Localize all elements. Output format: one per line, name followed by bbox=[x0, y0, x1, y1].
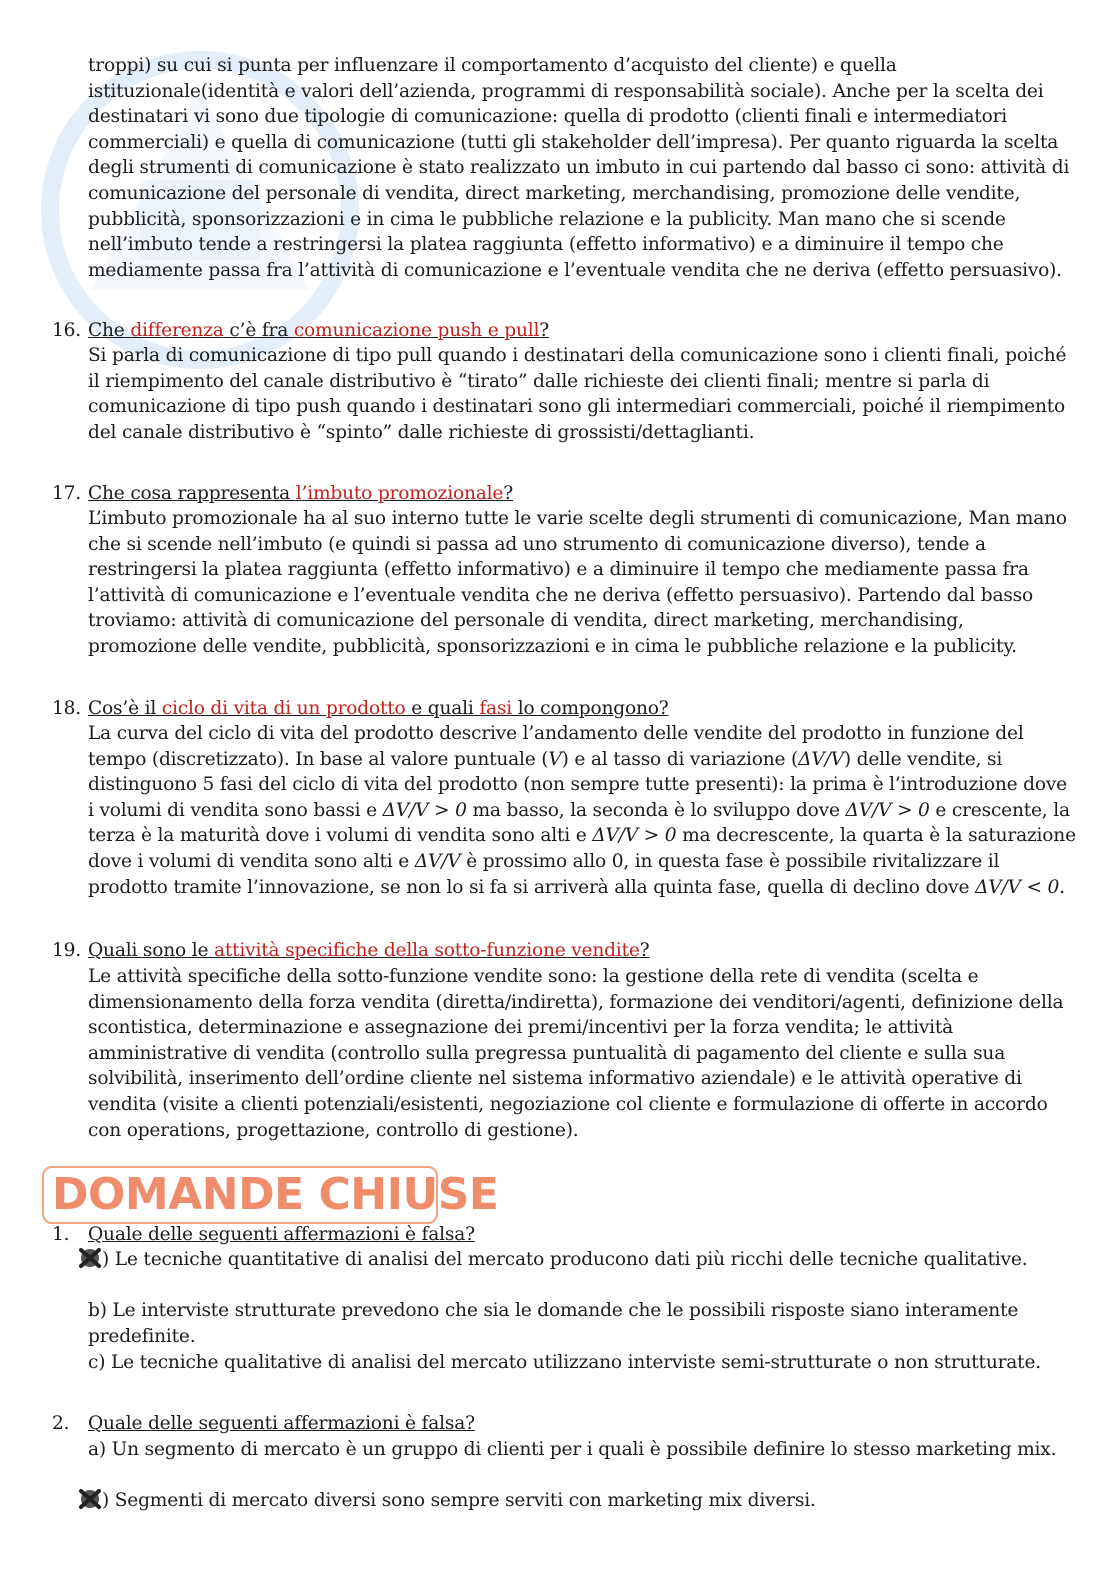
question-16 bbox=[52, 318, 1082, 344]
closed-option-1c: c) Le tecniche qualitative di analisi del mercato utilizzano interviste semi-strutturate o non strutturate. bbox=[88, 1352, 1041, 1373]
question-title: Cos’è il ciclo di vita di un prodotto e quali fasi lo compongono? bbox=[88, 698, 669, 719]
question-title: Quale delle seguenti affermazioni è falsa? bbox=[88, 1413, 475, 1434]
question-number: 18. bbox=[52, 698, 81, 719]
question-title: Che cosa rappresenta l’imbuto promozionale? bbox=[88, 483, 513, 504]
math-expression: ΔV/V bbox=[414, 850, 461, 872]
x-mark-icon bbox=[78, 1247, 102, 1269]
closed-option-1a: ) Le tecniche quantitative di analisi del mercato producono dati più ricchi delle tecniche qualitative. bbox=[88, 1247, 1078, 1273]
question-number: 1. bbox=[52, 1224, 70, 1245]
closed-option-2b: ) Segmenti di mercato diversi sono sempre serviti con marketing mix diversi. bbox=[88, 1488, 1078, 1514]
question-19 bbox=[52, 938, 1082, 964]
intro-paragraph: troppi) su cui si punta per influenzare il comportamento d’acquisto del cliente) e quella istituzionale(identità e valori dell’azienda, programmi di responsabilità sociale). Anche per la scelta dei destinatari vi sono due tipologie di comunicazione: quella di prodotto (clienti finali e intermediatori commerciali) e quella di comunicazione (tutti gli stakeholder dell’impresa). Per quanto riguarda la scelta degli strumenti di comunicazione è stato realizzato un imbuto in cui partendo dal basso ci sono: attività di comunicazione del personale di vendita, direct marketing, merchandising, promozione delle vendite, pubblicità, sponsorizzazioni e in cima le pubbliche relazione e la publicity. Man mano che si scende nell’imbuto tende a restringersi la platea raggiunta (effetto informativo) e a diminuire il tempo che mediamente passa fra l’attività di comunicazione e l’eventuale vendita che ne deriva (effetto persuasivo). bbox=[88, 55, 1070, 281]
question-number: 16. bbox=[52, 320, 81, 341]
question-title: Quale delle seguenti affermazioni è falsa? bbox=[88, 1224, 475, 1245]
math-expression: ΔV/V > 0 bbox=[845, 799, 930, 821]
x-mark-icon bbox=[78, 1488, 102, 1510]
answer-16: Si parla di comunicazione di tipo pull quando i destinatari della comunicazione sono i clienti finali, poiché il riempimento del canale distributivo è “tirato” dalle richieste dei clienti finali; mentre si parla di comunicazione di tipo push quando i destinatari sono gli intermediari commerciali, poiché il riempimento del canale distributivo è “spinto” dalle richieste di grossisti/dettaglianti. bbox=[88, 345, 1067, 443]
closed-question-2 bbox=[52, 1411, 1082, 1437]
math-expression: V bbox=[548, 748, 562, 770]
answer-17: L’imbuto promozionale ha al suo interno tutte le varie scelte degli strumenti di comunicazione, Man mano che si scende nell’imbuto (e quindi si passa ad uno strumento di comunicazione diverso), tende a restringersi la platea raggiunta (effetto informativo) e a diminuire il tempo che mediamente passa fra l’attività di comunicazione e l’eventuale vendita che ne deriva (effetto persuasivo). Partendo dal basso troviamo: attività di comunicazione del personale di vendita, direct marketing, merchandising, promozione delle vendite, pubblicità, sponsorizzazioni e in cima le pubbliche relazione e la publicity. bbox=[88, 508, 1067, 657]
closed-option-1b: b) Le interviste strutturate prevedono che sia le domande che le possibili risposte siano interamente predefinite. bbox=[88, 1300, 1019, 1347]
math-expression: ΔV/V < 0 bbox=[974, 876, 1060, 898]
answer-19: Le attività specifiche della sotto-funzione vendite sono: la gestione della rete di vendita (scelta e dimensionamento della forza vendita (diretta/indiretta), formazione dei venditori/agenti, definizione della scontistica, determinazione e assegnazione dei premi/incentivi per la forza vendita; le attività amministrative di vendita (controllo sulla pregressa puntualità di pagamento del cliente e sulla sua solvibilità, inserimento dell’ordine cliente nel sistema informativo aziendale) e le attività operative di vendita (visite a clienti potenziali/esistenti, negoziazione col cliente e formulazione di offerte in accordo con operations, progettazione, controllo di gestione). bbox=[88, 966, 1064, 1141]
math-expression: ΔV/V bbox=[798, 748, 844, 770]
question-title: Che differenza c’è fra comunicazione push e pull? bbox=[88, 320, 550, 341]
math-expression: ΔV/V > 0 bbox=[382, 799, 467, 821]
closed-question-1 bbox=[52, 1222, 1082, 1248]
closed-option-2a: a) Un segmento di mercato è un gruppo di clienti per i quali è possibile definire lo stesso marketing mix. bbox=[88, 1439, 1057, 1460]
math-expression: ΔV/V > 0 bbox=[592, 825, 677, 847]
question-18 bbox=[52, 696, 1082, 722]
question-number: 2. bbox=[52, 1413, 70, 1434]
question-17 bbox=[52, 481, 1082, 507]
question-number: 17. bbox=[52, 483, 81, 504]
question-number: 19. bbox=[52, 940, 81, 961]
question-title: Quali sono le attività specifiche della sotto-funzione vendite? bbox=[88, 940, 650, 961]
section-heading: DOMANDE CHIUSE bbox=[52, 1169, 499, 1220]
answer-18: La curva del ciclo di vita del prodotto descrive l’andamento delle vendite del prodotto in funzione del tempo (discretizzato). In base al valore puntuale (V) e al tasso di variazione (ΔV/V) delle vendite, si distinguono 5 fasi del ciclo di vita del prodotto (non sempre tutte presenti): la prima è l’introduzione dove i volumi di vendita sono bassi e ΔV/V > 0 ma basso, la seconda è lo sviluppo dove ΔV/V > 0 e crescente, la terza è la maturità dove i volumi di vendita sono alti e ΔV/V > 0 ma decrescente, la quarta è la saturazione dove i volumi di vendita sono alti e ΔV/V è prossimo allo 0, in questa fase è possibile rivitalizzare il prodotto tramite l’innovazione, se non lo si fa si arriverà alla quinta fase, quella di declino dove ΔV/V < 0. bbox=[88, 723, 1076, 898]
